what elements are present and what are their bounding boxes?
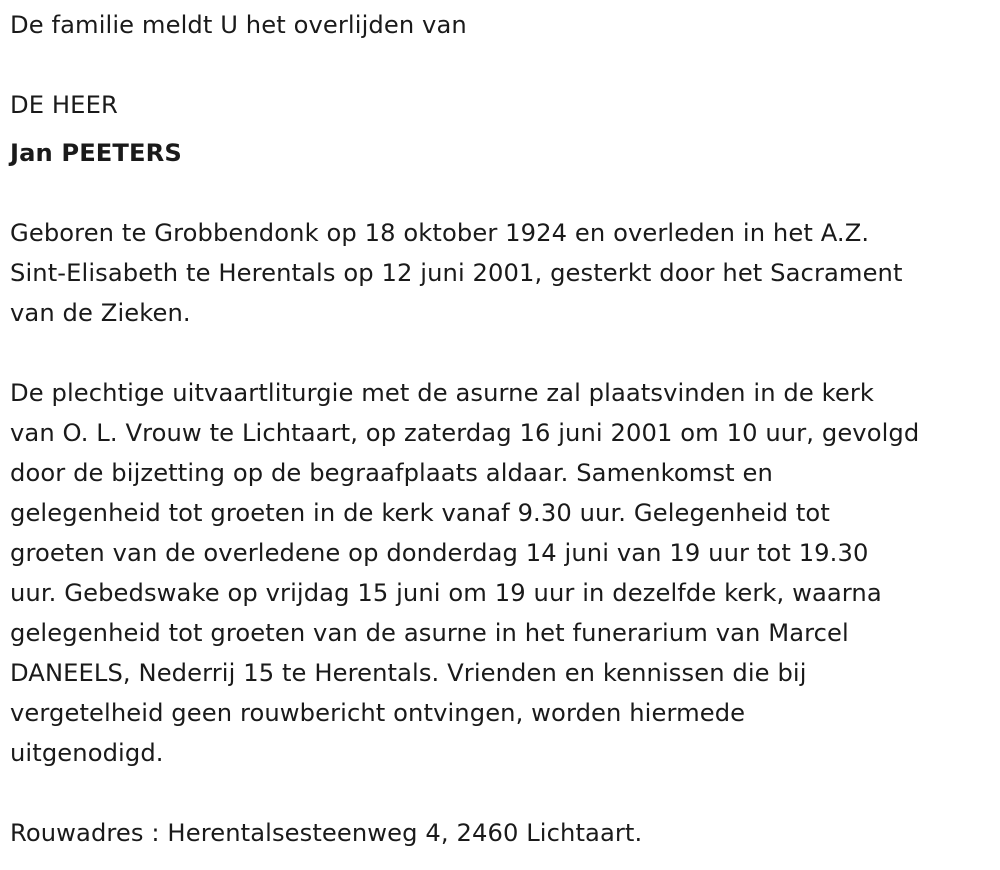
ceremony-line: van O. L. Vrouw te Lichtaart, op zaterdag 16 juni 2001 om 10 uur, gevolgd (10, 419, 920, 447)
ceremony-line: gelegenheid tot groeten in de kerk vanaf 9.30 uur. Gelegenheid tot (10, 499, 830, 527)
ceremony-line: vergetelheid geen rouwbericht ontvingen, worden hiermede (10, 699, 746, 727)
birth-death-line: Geboren te Grobbendonk op 18 oktober 1924 en overleden in het A.Z. (10, 219, 870, 247)
ceremony-line: uitgenodigd. (10, 739, 164, 767)
birth-death-line: van de Zieken. (10, 299, 191, 327)
deceased-name: Jan PEETERS (10, 139, 182, 167)
ceremony-line: door de bijzetting op de begraafplaats aldaar. Samenkomst en (10, 459, 773, 487)
birth-death-line: Sint-Elisabeth te Herentals op 12 juni 2001, gesterkt door het Sacrament (10, 259, 903, 287)
ceremony-line: DANEELS, Nederrij 15 te Herentals. Vrienden en kennissen die bij (10, 659, 807, 687)
intro-text: De familie meldt U het overlijden van (10, 11, 467, 39)
ceremony-line: gelegenheid tot groeten van de asurne in het funerarium van Marcel (10, 619, 849, 647)
salutation: DE HEER (10, 91, 118, 119)
ceremony-line: groeten van de overledene op donderdag 14 juni van 19 uur tot 19.30 (10, 539, 869, 567)
ceremony-line: uur. Gebedswake op vrijdag 15 juni om 19 uur in dezelfde kerk, waarna (10, 579, 882, 607)
mourning-address: Rouwadres : Herentalsesteenweg 4, 2460 Lichtaart. (10, 819, 643, 847)
ceremony-line: De plechtige uitvaartliturgie met de asurne zal plaatsvinden in de kerk (10, 379, 875, 407)
